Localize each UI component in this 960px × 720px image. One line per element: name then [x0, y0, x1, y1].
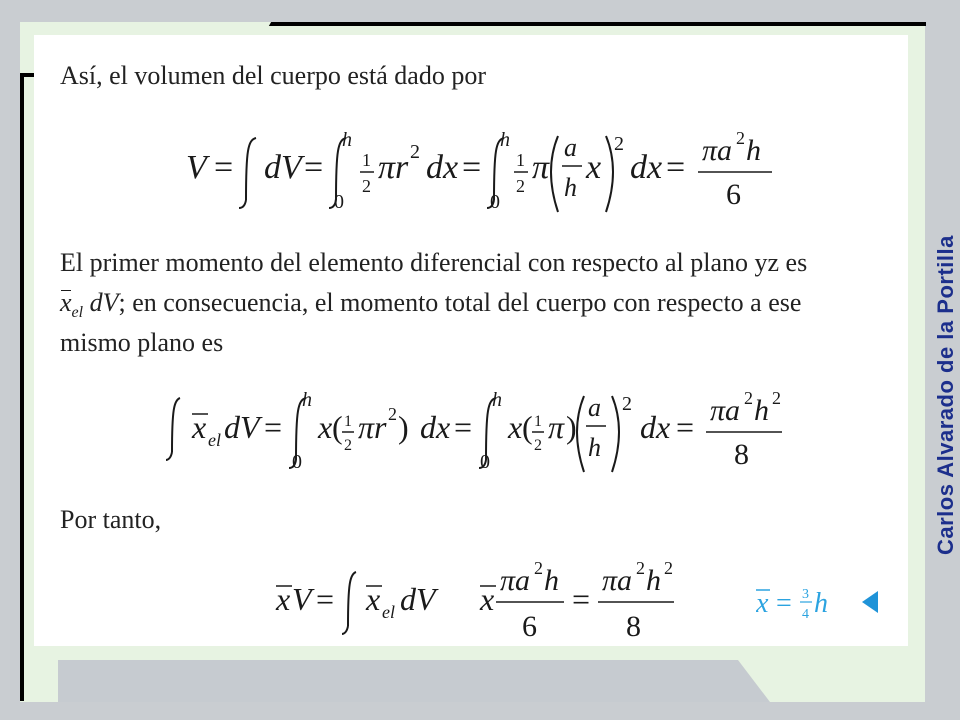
author-credit: Carlos Alvarado de la Portilla [933, 235, 958, 555]
svg-text:V: V [292, 581, 312, 617]
svg-text:2: 2 [344, 437, 352, 454]
svg-text:0: 0 [480, 451, 490, 473]
svg-text:=: = [214, 149, 234, 186]
svg-text:h: h [302, 389, 312, 411]
svg-text:2: 2 [622, 393, 632, 415]
svg-text:π: π [548, 409, 565, 445]
svg-text:=: = [776, 588, 792, 619]
svg-text:x: x [192, 409, 207, 445]
volume-equation [34, 120, 908, 230]
svg-text:dV: dV [400, 581, 436, 617]
svg-text:dx: dx [426, 149, 459, 186]
svg-text:x: x [366, 581, 381, 617]
svg-text:2: 2 [516, 176, 525, 196]
svg-text:2: 2 [636, 558, 645, 578]
svg-text:(: ( [332, 409, 343, 445]
svg-text:x: x [276, 581, 291, 617]
svg-text:1: 1 [362, 150, 371, 170]
svg-text:h: h [492, 389, 502, 411]
svg-text:=: = [572, 581, 591, 617]
svg-text:x: x [756, 588, 769, 619]
svg-text:0: 0 [334, 191, 344, 213]
svg-text:6: 6 [522, 610, 537, 643]
svg-text:h: h [500, 129, 510, 151]
svg-text:dV: dV [224, 409, 260, 445]
frame-top-line [278, 22, 926, 26]
svg-text:2: 2 [362, 176, 371, 196]
svg-text:h: h [646, 564, 661, 597]
svg-text:=: = [316, 581, 335, 617]
paragraph-moment-line3: mismo plano es [60, 328, 224, 357]
svg-text:a: a [588, 393, 601, 422]
svg-text:6: 6 [726, 178, 741, 211]
svg-text:=: = [676, 409, 695, 445]
svg-text:0: 0 [490, 191, 500, 213]
svg-text:dx: dx [630, 149, 663, 186]
centroid-result [756, 580, 846, 630]
result-marker-icon [862, 591, 878, 613]
svg-text:(: ( [522, 409, 533, 445]
svg-text:x: x [508, 409, 523, 445]
svg-text:2: 2 [664, 558, 673, 578]
svg-text:2: 2 [736, 128, 745, 148]
frame-left-cap [20, 73, 34, 77]
centroid-equation [34, 550, 754, 645]
svg-text:h: h [544, 564, 559, 597]
svg-text:2: 2 [388, 404, 397, 424]
paragraph-moment-line1: El primer momento del elemento diferencial con respecto al plano yz es [60, 248, 808, 277]
svg-text:8: 8 [734, 438, 749, 471]
svg-text:x: x [318, 409, 333, 445]
svg-text:h: h [564, 173, 577, 202]
svg-text:1: 1 [344, 413, 352, 430]
svg-text:πa: πa [500, 564, 531, 597]
svg-text:2: 2 [744, 388, 753, 408]
svg-text:h: h [746, 134, 761, 167]
svg-text:3: 3 [802, 587, 809, 602]
svg-text:2: 2 [534, 437, 542, 454]
svg-text:): ) [398, 409, 409, 445]
svg-text:el: el [382, 602, 395, 622]
svg-text:2: 2 [772, 388, 781, 408]
svg-text:=: = [666, 149, 686, 186]
svg-text:1: 1 [516, 150, 525, 170]
bottom-bar [58, 660, 770, 702]
frame-left-line [20, 73, 24, 701]
svg-text:=: = [462, 149, 482, 186]
svg-text:dV: dV [264, 149, 302, 186]
svg-text:4: 4 [802, 607, 809, 622]
svg-text:dx: dx [640, 409, 671, 445]
svg-text:π: π [532, 149, 550, 186]
svg-text:1: 1 [534, 413, 542, 430]
svg-text:h: h [588, 433, 601, 462]
paragraph-moment-line2: $x_{el}$ dV; en consecuencia, el momento total del cuerpo con respecto a ese [60, 288, 802, 322]
svg-text:2: 2 [534, 558, 543, 578]
svg-text:πa: πa [710, 394, 741, 427]
svg-text:el: el [208, 430, 221, 450]
svg-text:=: = [264, 409, 283, 445]
svg-text:2: 2 [614, 133, 624, 155]
svg-text:πa: πa [602, 564, 633, 597]
svg-text:πr: πr [378, 149, 409, 186]
svg-text:0: 0 [292, 451, 302, 473]
document-image [34, 35, 908, 646]
svg-text:h: h [342, 129, 352, 151]
svg-text:πr: πr [358, 409, 387, 445]
svg-text:8: 8 [626, 610, 641, 643]
svg-text:): ) [566, 409, 577, 445]
svg-text:a: a [564, 133, 577, 162]
frame-corner [269, 22, 285, 26]
svg-text:h: h [754, 394, 769, 427]
svg-text:=: = [454, 409, 473, 445]
svg-text:dx: dx [420, 409, 451, 445]
paragraph-therefore: Por tanto, [60, 505, 162, 534]
svg-text:x: x [586, 149, 602, 186]
paragraph-volume: Así, el volumen del cuerpo está dado por [60, 61, 486, 90]
svg-text:h: h [814, 588, 828, 619]
xel-symbol: $x_{el}$ dV [60, 288, 119, 322]
svg-text:2: 2 [410, 141, 420, 163]
svg-text:πa: πa [702, 134, 733, 167]
moment-equation [34, 380, 908, 490]
svg-text:=: = [304, 149, 324, 186]
svg-text:V: V [186, 149, 207, 186]
svg-text:x: x [480, 581, 495, 617]
